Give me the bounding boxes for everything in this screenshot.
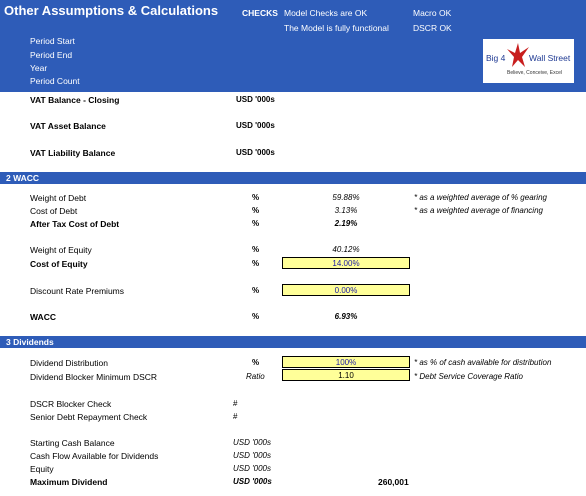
- year-label: Year: [30, 63, 48, 73]
- period-start-label: Period Start: [30, 36, 75, 46]
- cash-flow-available-label: Cash Flow Available for Dividends: [30, 451, 159, 461]
- dividend-blocker-label: Dividend Blocker Minimum DSCR: [30, 372, 158, 382]
- logo-left-text: Big 4: [486, 53, 506, 63]
- weight-of-debt-unit: %: [252, 193, 260, 202]
- weight-of-equity-unit: %: [252, 245, 260, 254]
- check-functional-status: The Model is fully functional: [284, 23, 389, 33]
- logo-right-text: Wall Street: [529, 53, 571, 63]
- vat-asset-balance-unit: USD '000s: [236, 121, 275, 130]
- equity-unit: USD '000s: [233, 464, 271, 473]
- wacc-unit: %: [252, 312, 260, 321]
- big4-wallstreet-logo: [483, 39, 574, 83]
- section-wacc-header: 2 WACC: [0, 172, 586, 184]
- maximum-dividend-label: Maximum Dividend: [30, 477, 108, 487]
- check-macro-status: Macro OK: [413, 8, 452, 18]
- eagle-icon: [505, 41, 531, 69]
- dividend-distribution-unit: %: [252, 358, 260, 367]
- vat-liability-balance-unit: USD '000s: [236, 148, 275, 157]
- check-model-status: Model Checks are OK: [284, 8, 368, 18]
- weight-of-debt-note: * as a weighted average of % gearing: [414, 193, 547, 202]
- weight-of-equity-label: Weight of Equity: [30, 245, 92, 255]
- wacc-value: 6.93%: [334, 312, 358, 321]
- check-dscr-status: DSCR OK: [413, 23, 452, 33]
- vat-asset-balance-label: VAT Asset Balance: [30, 121, 106, 131]
- section-dividends-header: 3 Dividends: [0, 336, 586, 348]
- dividend-blocker-note: * Debt Service Coverage Ratio: [414, 372, 523, 381]
- weight-of-debt-value: 59.88%: [332, 193, 360, 202]
- starting-cash-balance-unit: USD '000s: [233, 438, 271, 447]
- dividend-distribution-label: Dividend Distribution: [30, 358, 108, 368]
- discount-rate-premiums-label: Discount Rate Premiums: [30, 286, 125, 296]
- weight-of-equity-value: 40.12%: [332, 245, 360, 254]
- weight-of-debt-label: Weight of Debt: [30, 193, 87, 203]
- discount-rate-premiums-unit: %: [252, 286, 260, 295]
- logo-tagline: Believe, Conceive, Excel: [507, 70, 563, 76]
- cost-of-equity-input[interactable]: 14.00%: [282, 257, 410, 269]
- equity-label: Equity: [30, 464, 54, 474]
- header-banner: [0, 0, 586, 92]
- dividend-blocker-unit: Ratio: [246, 372, 265, 381]
- after-tax-cost-of-debt-unit: %: [252, 219, 260, 228]
- cash-flow-available-unit: USD '000s: [233, 451, 271, 460]
- cost-of-debt-value: 3.13%: [334, 206, 358, 215]
- dscr-blocker-check-unit: #: [233, 399, 238, 408]
- checks-label: CHECKS: [242, 8, 278, 18]
- senior-debt-check-unit: #: [233, 412, 238, 421]
- senior-debt-check-label: Senior Debt Repayment Check: [30, 412, 148, 422]
- discount-rate-premiums-input[interactable]: 0.00%: [282, 284, 410, 296]
- cost-of-debt-unit: %: [252, 206, 260, 215]
- dscr-blocker-check-label: DSCR Blocker Check: [30, 399, 112, 409]
- dividend-distribution-note: * as % of cash available for distribution: [414, 358, 552, 367]
- cost-of-equity-label: Cost of Equity: [30, 259, 88, 269]
- cost-of-debt-label: Cost of Debt: [30, 206, 78, 216]
- vat-liability-balance-label: VAT Liability Balance: [30, 148, 116, 158]
- dividend-distribution-input[interactable]: 100%: [282, 356, 410, 368]
- vat-balance-closing-unit: USD '000s: [236, 95, 275, 104]
- after-tax-cost-of-debt-value: 2.19%: [334, 219, 358, 228]
- after-tax-cost-of-debt-label: After Tax Cost of Debt: [30, 219, 120, 229]
- starting-cash-balance-label: Starting Cash Balance: [30, 438, 115, 448]
- maximum-dividend-value: 260,001: [378, 477, 409, 487]
- dividend-blocker-input[interactable]: 1.10: [282, 369, 410, 381]
- cost-of-equity-unit: %: [252, 259, 260, 268]
- wacc-label: WACC: [30, 312, 56, 322]
- maximum-dividend-unit: USD '000s: [233, 477, 272, 486]
- vat-balance-closing-label: VAT Balance - Closing: [30, 95, 120, 105]
- period-end-label: Period End: [30, 50, 73, 60]
- period-count-label: Period Count: [30, 76, 80, 86]
- cost-of-debt-note: * as a weighted average of financing: [414, 206, 543, 215]
- page-title: Other Assumptions & Calculations: [4, 3, 219, 18]
